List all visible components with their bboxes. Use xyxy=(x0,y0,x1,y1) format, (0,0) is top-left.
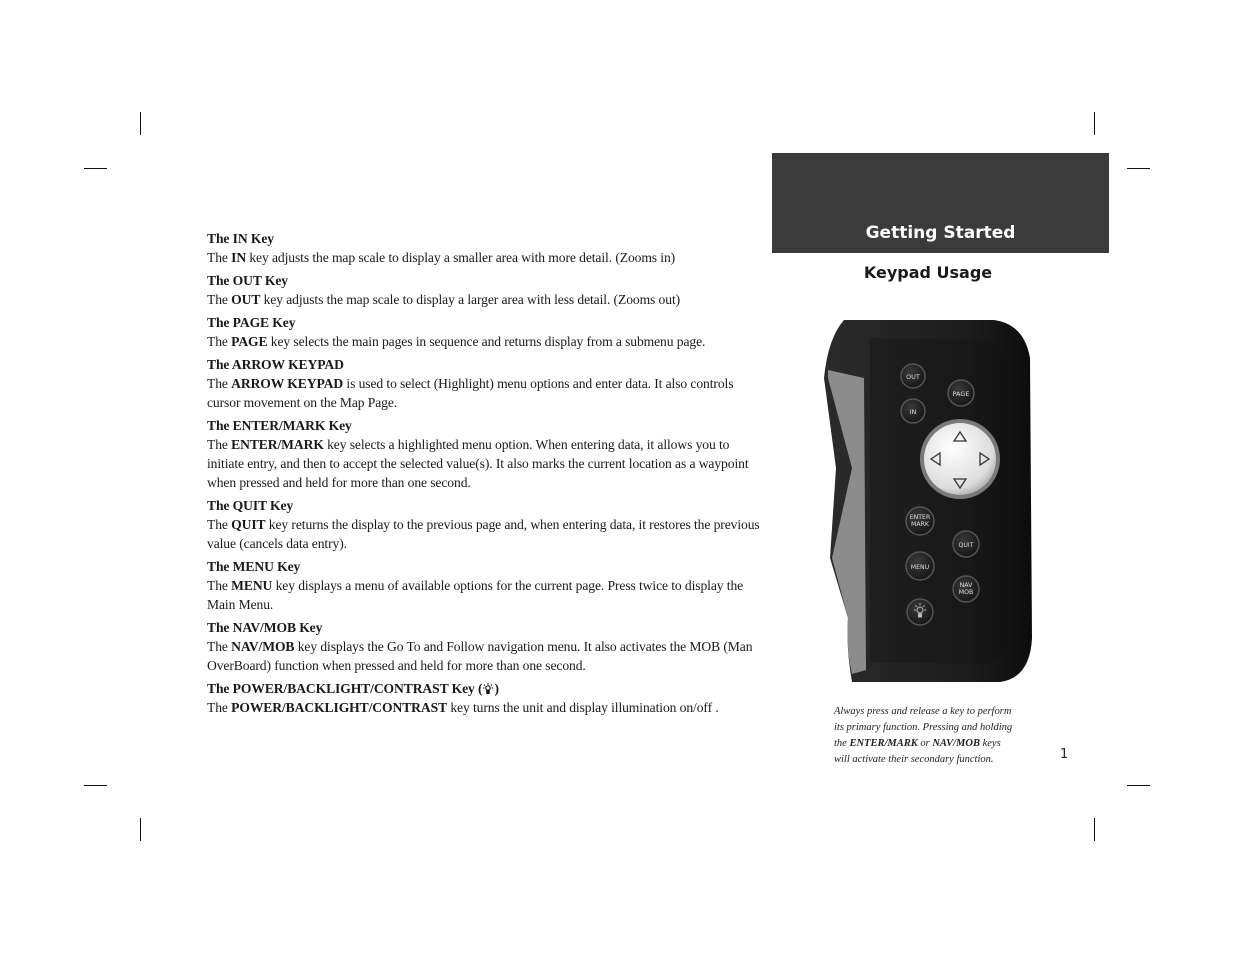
svg-text:PAGE: PAGE xyxy=(952,390,970,398)
section-power-key xyxy=(207,679,767,717)
crop-mark xyxy=(1127,168,1150,169)
quit-key[interactable] xyxy=(953,531,979,557)
section-title: Getting Started xyxy=(865,223,1016,243)
crop-mark xyxy=(140,818,141,841)
key-descriptions xyxy=(207,229,767,721)
svg-text:ENTER: ENTER xyxy=(909,514,931,521)
arrow-keypad[interactable] xyxy=(920,419,1000,499)
section-heading: The PAGE Key xyxy=(207,315,296,330)
svg-text:NAV: NAV xyxy=(959,582,973,589)
crop-mark xyxy=(1094,112,1095,135)
section-body: The PAGE key selects the main pages in sequence and returns display from a submenu page. xyxy=(207,334,706,349)
section-arrow-keypad xyxy=(207,355,767,412)
section-body: The MENU key displays a menu of available options for the current page. Press twice to display the Main Menu. xyxy=(207,578,744,612)
figure-caption xyxy=(834,704,1024,768)
crop-mark xyxy=(140,112,141,135)
page-number: 1 xyxy=(1060,747,1069,762)
crop-mark xyxy=(1094,818,1095,841)
page-subtitle: Keypad Usage xyxy=(863,263,993,282)
svg-text:QUIT: QUIT xyxy=(958,542,974,549)
section-body: The POWER/BACKLIGHT/CONTRAST key turns the unit and display illumination on/off . xyxy=(207,700,719,715)
section-in-key xyxy=(207,229,767,267)
page-key[interactable] xyxy=(948,380,974,406)
section-body: The ARROW KEYPAD is used to select (Highlight) menu options and enter data. It also controls cursor movement on the Map Page. xyxy=(207,376,734,410)
in-key[interactable] xyxy=(901,399,925,423)
section-heading: The OUT Key xyxy=(207,273,288,288)
section-heading: The ENTER/MARK Key xyxy=(207,418,352,433)
section-tab xyxy=(772,153,1109,253)
section-heading: The IN Key xyxy=(207,231,274,246)
section-enter-mark-key xyxy=(207,416,767,492)
power-backlight-icon xyxy=(482,682,494,695)
section-menu-key xyxy=(207,557,767,614)
svg-text:OUT: OUT xyxy=(906,373,920,381)
section-out-key xyxy=(207,271,767,309)
section-body: The IN key adjusts the map scale to display a smaller area with more detail. (Zooms in) xyxy=(207,250,676,265)
section-nav-mob-key xyxy=(207,618,767,675)
caption-line: the ENTER/MARK or NAV/MOB keys xyxy=(834,738,1001,749)
nav-mob-key[interactable] xyxy=(953,576,979,602)
svg-text:MOB: MOB xyxy=(958,589,974,596)
enter-mark-key[interactable] xyxy=(906,507,934,535)
svg-text:MARK: MARK xyxy=(911,521,929,528)
device-keypad-illustration xyxy=(822,318,1034,684)
section-heading: The QUIT Key xyxy=(207,498,294,513)
section-heading: The NAV/MOB Key xyxy=(207,620,323,635)
section-quit-key xyxy=(207,496,767,553)
section-body: The QUIT key returns the display to the previous page and, when entering data, it restores the previous value (cancels data entry). xyxy=(207,517,760,551)
section-heading: The POWER/BACKLIGHT/CONTRAST Key ( ) xyxy=(207,681,499,696)
svg-text:MENU: MENU xyxy=(910,564,930,571)
out-key[interactable] xyxy=(901,364,925,388)
section-body: The ENTER/MARK key selects a highlighted menu option. When entering data, it allows you to initiate entry, and then to accept the selected value(s). It also marks the current location as a waypoint when pressed and held for more than one second. xyxy=(207,437,749,490)
menu-key[interactable] xyxy=(906,552,934,580)
section-page-key xyxy=(207,313,767,351)
crop-mark xyxy=(84,168,107,169)
section-heading: The ARROW KEYPAD xyxy=(207,357,344,372)
section-heading: The MENU Key xyxy=(207,559,301,574)
crop-mark xyxy=(1127,785,1150,786)
caption-line: its primary function. Pressing and holding xyxy=(834,722,1013,733)
section-body: The NAV/MOB key displays the Go To and Follow navigation menu. It also activates the MOB (Man OverBoard) function when pressed and held for more than one second. xyxy=(207,639,753,673)
caption-line: Always press and release a key to perform xyxy=(834,706,1012,717)
svg-text:IN: IN xyxy=(909,408,917,416)
section-body: The OUT key adjusts the map scale to display a larger area with less detail. (Zooms out) xyxy=(207,292,681,307)
crop-mark xyxy=(84,785,107,786)
caption-line: will activate their secondary function. xyxy=(834,754,994,765)
power-backlight-key[interactable] xyxy=(907,599,933,625)
